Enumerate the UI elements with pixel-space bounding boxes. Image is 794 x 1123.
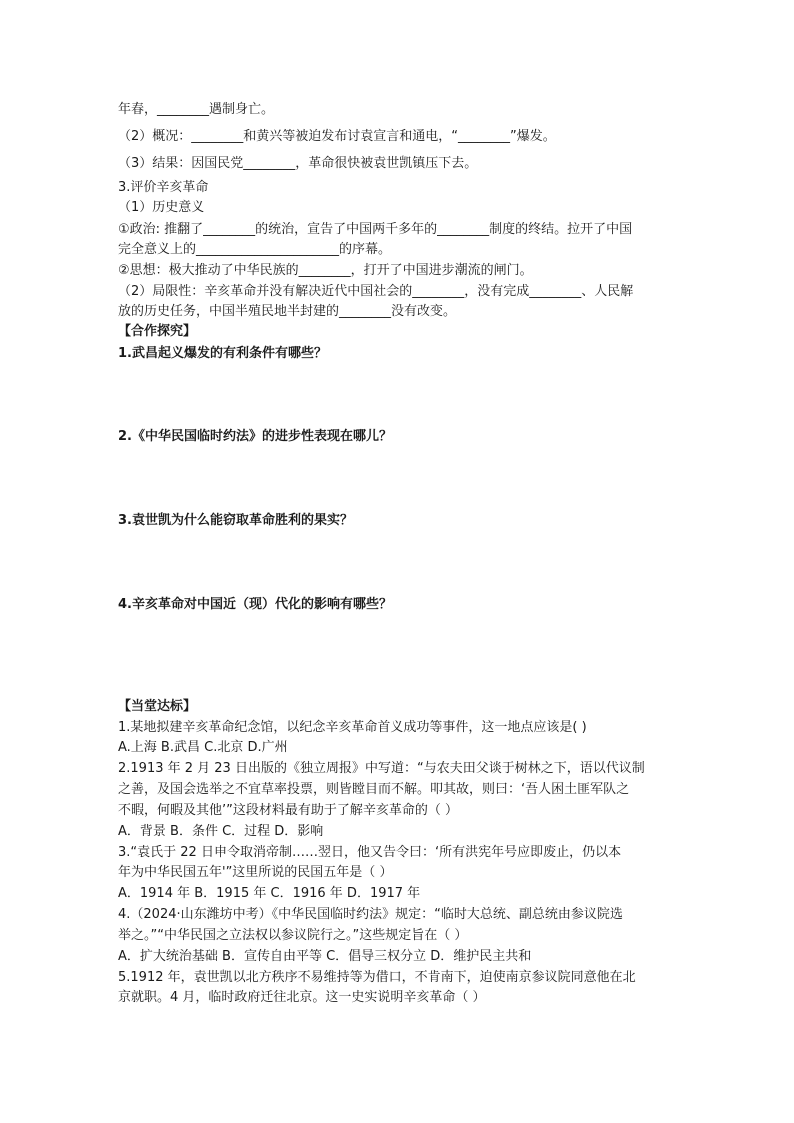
- practice-options-3: A．1914 年 B．1915 年 C．1916 年 D．1917 年: [118, 886, 421, 901]
- practice-question-5: 5.1912 年，袁世凯以北方秩序不易维持等为借口，不肯南下，迫使南京参议院同意他在北: [118, 970, 636, 985]
- fill-line-politics-cont: 完全意义上的______________________的序幕。: [118, 242, 392, 257]
- cooperation-question-4: 4.辛亥革命对中国近（现）代化的影响有哪些？: [118, 597, 392, 612]
- fill-line-politics: ①政治: 推翻了________的统治，宣告了中国两千多年的________制度的终结。拉开了中国: [118, 222, 633, 237]
- practice-options-2: A．背景 B．条件 C．过程 D．影响: [118, 824, 324, 839]
- practice-question-2: 2.1913 年 2 月 23 日出版的《独立周报》中写道：“与农夫田父谈于树林之下，语以代议制: [118, 761, 645, 776]
- section-3-title: 3.评价辛亥革命: [118, 180, 209, 195]
- fill-line-limitation-cont: 放的历史任务，中国半殖民地半封建的________没有改变。: [118, 304, 457, 319]
- fill-line-2: （2）概况：________和黄兴等被迫发布讨袁宣言和通电，“________”爆发。: [118, 129, 556, 144]
- practice-question-4: 4.（2024·山东潍坊中考）《中华民国临时约法》规定：“临时大总统、副总统由参议院选: [118, 907, 623, 922]
- fill-line-3: （3）结果：因国民党________，革命很快被袁世凯镇压下去。: [118, 156, 478, 171]
- practice-options-1: A.上海 B.武昌 C.北京 D.广州: [118, 740, 288, 755]
- cooperation-question-1: 1.武昌起义爆发的有利条件有哪些？: [118, 346, 327, 361]
- cooperation-question-3: 3.袁世凯为什么能窃取革命胜利的果实？: [118, 513, 353, 528]
- cooperation-heading: 【合作探究】: [118, 324, 197, 339]
- fill-line-thought: ②思想：极大推动了中华民族的________，打开了中国进步潮流的闸门。: [118, 263, 533, 278]
- practice-question-2-cont: 之善，及国会选举之不宜草率投票，则皆瞠目而不解。叩其故，则曰：‘吾人困土匪军队之: [118, 782, 630, 797]
- practice-question-3-cont: 年为中华民国五年'”这里所说的民国五年是（ ）: [118, 865, 393, 880]
- practice-heading: 【当堂达标】: [118, 699, 197, 714]
- practice-options-4: A．扩大统治基础 B．宣传自由平等 C．倡导三权分立 D．维护民主共和: [118, 949, 532, 964]
- practice-question-2-cont-2: 不暇，何暇及其他’”这段材料最有助于了解辛亥革命的（ ）: [118, 803, 458, 818]
- cooperation-question-2: 2.《中华民国临时约法》的进步性表现在哪儿？: [118, 429, 392, 444]
- historical-significance-title: （1）历史意义: [118, 200, 205, 215]
- practice-question-4-cont: 举之。”“中华民国之立法权以参议院行之。”这些规定旨在（ ）: [118, 928, 468, 943]
- practice-question-5-cont: 京就职。4 月，临时政府迁往北京。这一史实说明辛亥革命（ ）: [118, 990, 486, 1005]
- fill-line-limitation: （2）局限性：辛亥革命并没有解决近代中国社会的________，没有完成________、人民解: [118, 284, 634, 299]
- practice-question-3: 3.“袁氏于 22 日申令取消帝制……翌日，他又告令曰：‘所有洪宪年号应即废止，仍以本: [118, 845, 622, 860]
- practice-question-1: 1.某地拟建辛亥革命纪念馆，以纪念辛亥革命首义成功等事件，这一地点应该是( ): [118, 720, 587, 735]
- fill-line-1: 年春，________遇制身亡。: [118, 102, 275, 117]
